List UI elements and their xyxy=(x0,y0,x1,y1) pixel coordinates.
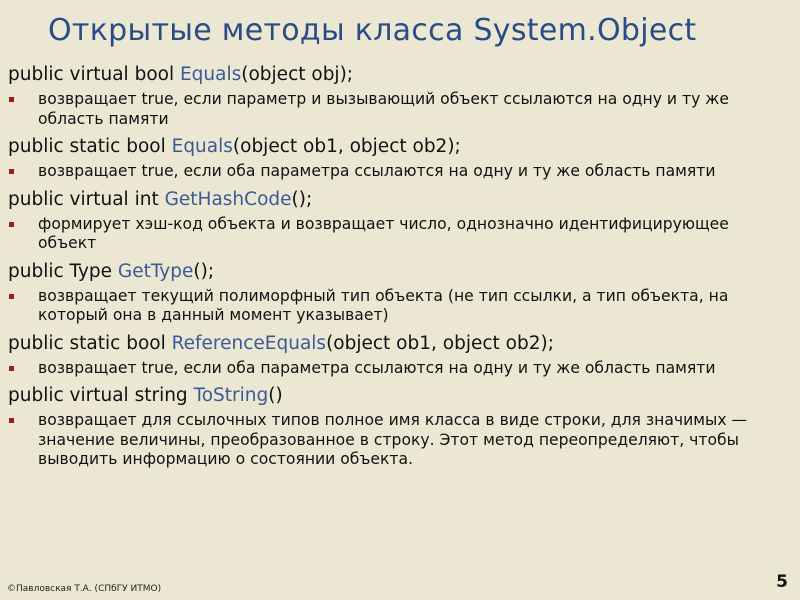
bullet-square-icon xyxy=(9,222,14,227)
description-text: возвращает true, если параметр и вызывающий объект ссылаются на одну и ту же область памяти xyxy=(38,90,729,128)
signature-prefix: public static bool xyxy=(8,332,172,354)
signature-prefix: public static bool xyxy=(8,136,172,157)
method-name: ReferenceEquals xyxy=(171,332,327,354)
method-name: ToString xyxy=(193,385,269,406)
method-referenceequals xyxy=(8,331,788,379)
method-description xyxy=(8,359,788,379)
description-text: возвращает true, если оба параметра ссылаются на одну и ту же область памяти xyxy=(38,162,716,180)
signature-suffix: (); xyxy=(193,260,215,282)
signature-suffix: (object ob1, object ob2); xyxy=(232,136,461,157)
method-equals-instance xyxy=(8,62,788,129)
method-gethashcode xyxy=(8,187,788,254)
signature-prefix: public Type xyxy=(8,260,118,282)
description-text: возвращает true, если оба параметра ссылаются на одну и ту же область памяти xyxy=(38,358,716,377)
method-name: GetHashCode xyxy=(164,188,292,210)
method-signature xyxy=(8,331,788,357)
method-description xyxy=(8,287,788,326)
method-signature xyxy=(8,259,788,285)
bullet-square-icon xyxy=(9,294,14,299)
method-signature xyxy=(8,383,788,409)
method-signature xyxy=(8,187,788,213)
bullet-square-icon xyxy=(9,366,14,371)
method-name: Equals xyxy=(171,136,233,157)
bullet-square-icon xyxy=(9,418,14,423)
description-text: возвращает для ссылочных типов полное имя класса в виде строки, для значимых — значение величины, преобразованное в строку. Этот метод переопределяют, чтобы выводить информацию о состоянии объекта. xyxy=(38,411,748,468)
footer-copyright: ©Павловская Т.А. (СПбГУ ИТМО) xyxy=(7,584,162,594)
method-description xyxy=(8,411,788,470)
description-text: возвращает текущий полиморфный тип объекта (не тип ссылки, а тип объекта, на который она в данный момент указывает) xyxy=(38,286,729,324)
bullet-square-icon xyxy=(9,169,14,174)
method-name: Equals xyxy=(179,64,242,85)
method-list xyxy=(8,62,788,475)
slide-title: Открытые методы класса System.Object xyxy=(48,13,697,48)
signature-suffix: () xyxy=(268,385,283,406)
page-number: 5 xyxy=(776,572,788,592)
signature-suffix: (); xyxy=(291,188,313,210)
method-gettype xyxy=(8,259,788,326)
method-signature xyxy=(8,62,788,88)
signature-prefix: public virtual string xyxy=(8,385,194,406)
signature-suffix: (object ob1, object ob2); xyxy=(326,332,554,354)
description-text: формирует хэш-код объекта и возвращает число, однозначно идентифицирующее объект xyxy=(38,214,729,252)
method-name: GetType xyxy=(117,260,194,282)
method-equals-static xyxy=(8,134,788,182)
method-description xyxy=(8,90,788,129)
signature-prefix: public virtual int xyxy=(8,188,165,210)
bullet-square-icon xyxy=(9,97,14,102)
method-description xyxy=(8,215,788,254)
method-tostring xyxy=(8,383,788,470)
method-description xyxy=(8,162,788,182)
signature-suffix: (object obj); xyxy=(241,64,354,85)
method-signature xyxy=(8,134,788,160)
signature-prefix: public virtual bool xyxy=(8,64,180,85)
